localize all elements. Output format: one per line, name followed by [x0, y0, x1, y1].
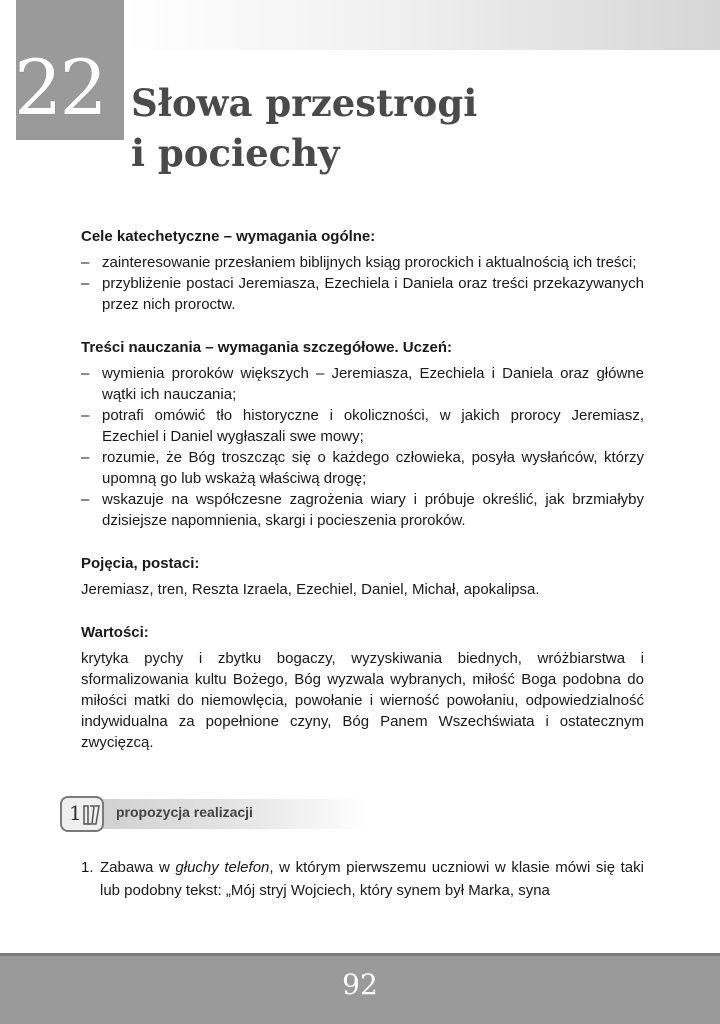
section-heading: Wartości: — [81, 624, 149, 641]
list-item — [81, 447, 644, 489]
list-item — [81, 405, 644, 447]
section-values — [81, 622, 644, 753]
list-item-text: przybliżenie postaci Jeremiasza, Ezechiela i Daniela oraz treści przekazywanych przez nich proroctw. — [102, 275, 644, 313]
dash-bullet: – — [81, 365, 90, 382]
list-item — [81, 489, 644, 531]
section-heading: Cele katechetyczne – wymagania ogólne: — [81, 228, 376, 245]
dash-bullet: – — [81, 449, 90, 466]
section-heading: Pojęcia, postaci: — [81, 555, 200, 572]
list-item-text: potrafi omówić tło historyczne i okoliczności, w jakich prorocy Jeremiasz, Ezechiel i Daniel wygłaszali swe mowy; — [102, 407, 644, 445]
dash-bullet: – — [81, 254, 90, 271]
dash-bullet: – — [81, 407, 90, 424]
chapter-title-line-2: i pociechy — [131, 131, 340, 175]
requirement-list — [81, 363, 644, 531]
main-content — [81, 226, 644, 775]
header-gradient-band — [124, 0, 720, 50]
section-heading: Treści nauczania – wymagania szczegółowe. Uczeń: — [81, 339, 452, 356]
realization-badge — [60, 796, 104, 832]
activity-number: 1. — [81, 859, 94, 876]
dash-bullet: – — [81, 491, 90, 508]
list-item-text: wskazuje na współczesne zagrożenia wiary i próbuje określić, jak brzmiałyby dzisiejsze napomnienia, skargi i pocieszenia proroków. — [102, 491, 644, 529]
section-concepts — [81, 553, 644, 600]
badge-number: 1 — [69, 801, 82, 825]
activity-text-italic: głuchy telefon — [175, 859, 270, 876]
list-item-text: zainteresowanie przesłaniem biblijnych ksiąg prorockich i aktualnością ich treści; — [102, 254, 637, 271]
values-text: krytyka pychy i zbytku bogaczy, wyzyskiwania biednych, wróżbiarstwa i sformalizowania kultu Bożego, Bóg wyzwala wybranych, miłość Boga podobna do miłości matki do niemowlęcia, powołanie i wierność powołaniu, odpowiedzialność indywidualna za popełnione czyny, Bóg Panem Wszechświata i ostatecznym zwycięzcą. — [81, 650, 644, 751]
list-item — [81, 273, 644, 315]
page-number: 92 — [342, 968, 378, 1001]
chapter-title-line-1: Słowa przestrogi — [131, 81, 478, 125]
page-footer — [0, 956, 720, 1024]
list-item — [81, 856, 644, 902]
activity-text-start: Zabawa w — [100, 859, 176, 876]
chapter-number: 22 — [14, 43, 105, 132]
realization-header — [60, 796, 370, 832]
list-item-text: wymienia proroków większych – Jeremiasza, Ezechiela i Daniela oraz główne wątki ich nauczania; — [102, 365, 644, 403]
activity-text-end: , w którym pierwszemu uczniowi w klasie mówi się taki lub podobny tekst: „Mój stryj Wojciech, który synem był Marka, syna — [100, 859, 644, 899]
list-item — [81, 363, 644, 405]
chapter-title — [131, 78, 691, 178]
activity-list — [81, 856, 644, 902]
concepts-text: Jeremiasz, tren, Reszta Izraela, Ezechiel, Daniel, Michał, apokalipsa. — [81, 581, 540, 598]
realization-label: propozycja realizacji — [116, 804, 253, 820]
goal-list — [81, 252, 644, 315]
dash-bullet: – — [81, 275, 90, 292]
list-item-text: rozumie, że Bóg troszcząc się o każdego człowieka, posyła wysłańców, którzy upomną go lub wskażą właściwą drogę; — [102, 449, 644, 487]
list-item — [81, 252, 644, 273]
cards-icon — [82, 804, 100, 826]
section-general-goals — [81, 226, 644, 315]
section-detailed-requirements — [81, 337, 644, 531]
